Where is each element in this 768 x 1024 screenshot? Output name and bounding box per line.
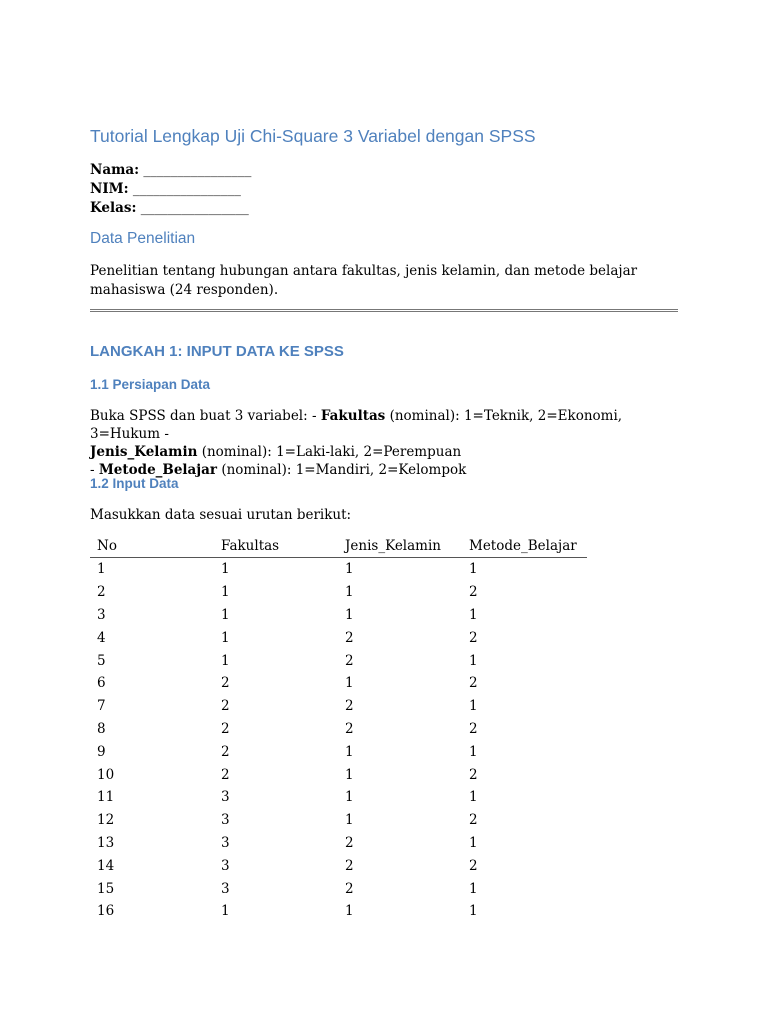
class-blank: ________________ <box>140 200 249 216</box>
data-preparation-paragraph <box>90 407 680 479</box>
cell-fakultas: 2 <box>221 720 230 737</box>
cell-metode-belajar: 2 <box>469 857 478 874</box>
table-row <box>90 786 587 809</box>
cell-metode-belajar: 1 <box>469 652 478 669</box>
cell-metode-belajar: 2 <box>469 675 478 692</box>
header-jenis-kelamin: Jenis_Kelamin <box>338 535 462 558</box>
cell-no: 8 <box>97 720 106 737</box>
cell-no: 3 <box>97 606 106 623</box>
cell-fakultas: 1 <box>221 903 230 920</box>
step1-heading: LANGKAH 1: INPUT DATA KE SPSS <box>90 343 344 360</box>
table-row <box>90 695 587 718</box>
class-label: Kelas: <box>90 200 137 216</box>
table-row <box>90 626 587 649</box>
table-row <box>90 832 587 855</box>
cell-fakultas: 1 <box>221 606 230 623</box>
cell-no: 10 <box>97 766 115 783</box>
header-no: No <box>90 535 214 558</box>
header-metode-belajar: Metode_Belajar <box>462 535 587 558</box>
cell-metode-belajar: 2 <box>469 812 478 829</box>
cell-jenis-kelamin: 2 <box>345 698 354 715</box>
cell-no: 1 <box>97 561 106 578</box>
class-field <box>90 199 251 218</box>
cell-jenis-kelamin: 2 <box>345 720 354 737</box>
table-row <box>90 763 587 786</box>
table-row <box>90 581 587 604</box>
cell-fakultas: 2 <box>221 766 230 783</box>
cell-jenis-kelamin: 2 <box>345 629 354 646</box>
cell-metode-belajar: 2 <box>469 584 478 601</box>
cell-jenis-kelamin: 1 <box>345 903 354 920</box>
cell-metode-belajar: 2 <box>469 766 478 783</box>
table-row <box>90 740 587 763</box>
cell-fakultas: 3 <box>221 834 230 851</box>
respondent-data-table <box>90 535 587 923</box>
cell-no: 2 <box>97 584 106 601</box>
cell-jenis-kelamin: 1 <box>345 766 354 783</box>
cell-fakultas: 1 <box>221 584 230 601</box>
table-row <box>90 649 587 672</box>
data-preparation-heading: 1.1 Persiapan Data <box>90 377 211 392</box>
var-fakultas-name: Fakultas <box>320 408 386 424</box>
var-metode-belajar-desc: (nominal): 1=Mandiri, 2=Kelompok <box>217 462 467 478</box>
cell-no: 14 <box>97 857 115 874</box>
cell-metode-belajar: 1 <box>469 789 478 806</box>
cell-jenis-kelamin: 2 <box>345 834 354 851</box>
cell-metode-belajar: 2 <box>469 720 478 737</box>
cell-jenis-kelamin: 1 <box>345 606 354 623</box>
table-row <box>90 718 587 741</box>
preparation-intro: Buka SPSS dan buat 3 variabel: - <box>90 408 321 424</box>
nim-label: NIM: <box>90 181 129 197</box>
cell-no: 13 <box>97 834 115 851</box>
table-row <box>90 877 587 900</box>
cell-no: 5 <box>97 652 106 669</box>
cell-fakultas: 3 <box>221 880 230 897</box>
cell-jenis-kelamin: 1 <box>345 812 354 829</box>
cell-fakultas: 3 <box>221 857 230 874</box>
input-data-heading: 1.2 Input Data <box>90 476 179 491</box>
cell-metode-belajar: 1 <box>469 903 478 920</box>
cell-no: 12 <box>97 812 115 829</box>
cell-fakultas: 1 <box>221 652 230 669</box>
name-field <box>90 161 251 180</box>
cell-no: 9 <box>97 743 106 760</box>
cell-fakultas: 2 <box>221 743 230 760</box>
cell-jenis-kelamin: 1 <box>345 561 354 578</box>
table-row <box>90 809 587 832</box>
document-title: Tutorial Lengkap Uji Chi-Square 3 Variabel dengan SPSS <box>90 126 536 146</box>
cell-no: 6 <box>97 675 106 692</box>
cell-jenis-kelamin: 1 <box>345 584 354 601</box>
cell-metode-belajar: 2 <box>469 629 478 646</box>
cell-metode-belajar: 1 <box>469 834 478 851</box>
table-row <box>90 604 587 627</box>
cell-no: 15 <box>97 880 115 897</box>
var-metode-belajar-name: Metode_Belajar <box>98 462 218 478</box>
cell-no: 16 <box>97 903 115 920</box>
research-data-paragraph: Penelitian tentang hubungan antara fakultas, jenis kelamin, dan metode belajar mahasiswa (24 responden). <box>90 263 638 298</box>
research-data-heading: Data Penelitian <box>90 230 196 247</box>
cell-metode-belajar: 1 <box>469 743 478 760</box>
cell-jenis-kelamin: 1 <box>345 743 354 760</box>
table-row <box>90 900 587 923</box>
table-header-row <box>90 535 587 558</box>
cell-no: 4 <box>97 629 106 646</box>
cell-metode-belajar: 1 <box>469 561 478 578</box>
cell-no: 7 <box>97 698 106 715</box>
name-label: Nama: <box>90 162 140 178</box>
var-metode-prefix: - <box>90 462 99 478</box>
cell-fakultas: 3 <box>221 789 230 806</box>
cell-metode-belajar: 1 <box>469 606 478 623</box>
table-row <box>90 558 587 581</box>
nim-field <box>90 180 251 199</box>
var-jenis-kelamin-name: Jenis_Kelamin <box>90 444 198 460</box>
var-fakultas-desc: (nominal): 1=Teknik, 2=Ekonomi, 3=Hukum - <box>90 408 623 442</box>
cell-jenis-kelamin: 1 <box>345 789 354 806</box>
cell-jenis-kelamin: 2 <box>345 880 354 897</box>
cell-fakultas: 1 <box>221 629 230 646</box>
cell-metode-belajar: 1 <box>469 698 478 715</box>
nim-blank: ________________ <box>132 181 241 197</box>
header-fakultas: Fakultas <box>214 535 338 558</box>
cell-no: 11 <box>97 789 115 806</box>
student-info <box>90 161 251 218</box>
cell-fakultas: 2 <box>221 675 230 692</box>
cell-fakultas: 3 <box>221 812 230 829</box>
cell-fakultas: 2 <box>221 698 230 715</box>
cell-jenis-kelamin: 2 <box>345 652 354 669</box>
name-blank: ________________ <box>143 162 252 178</box>
cell-jenis-kelamin: 1 <box>345 675 354 692</box>
cell-jenis-kelamin: 2 <box>345 857 354 874</box>
table-row <box>90 672 587 695</box>
var-jenis-kelamin-desc: (nominal): 1=Laki-laki, 2=Perempuan <box>197 444 462 460</box>
table-row <box>90 854 587 877</box>
cell-metode-belajar: 1 <box>469 880 478 897</box>
cell-fakultas: 1 <box>221 561 230 578</box>
horizontal-rule <box>90 309 678 312</box>
input-data-paragraph: Masukkan data sesuai urutan berikut: <box>90 507 352 523</box>
